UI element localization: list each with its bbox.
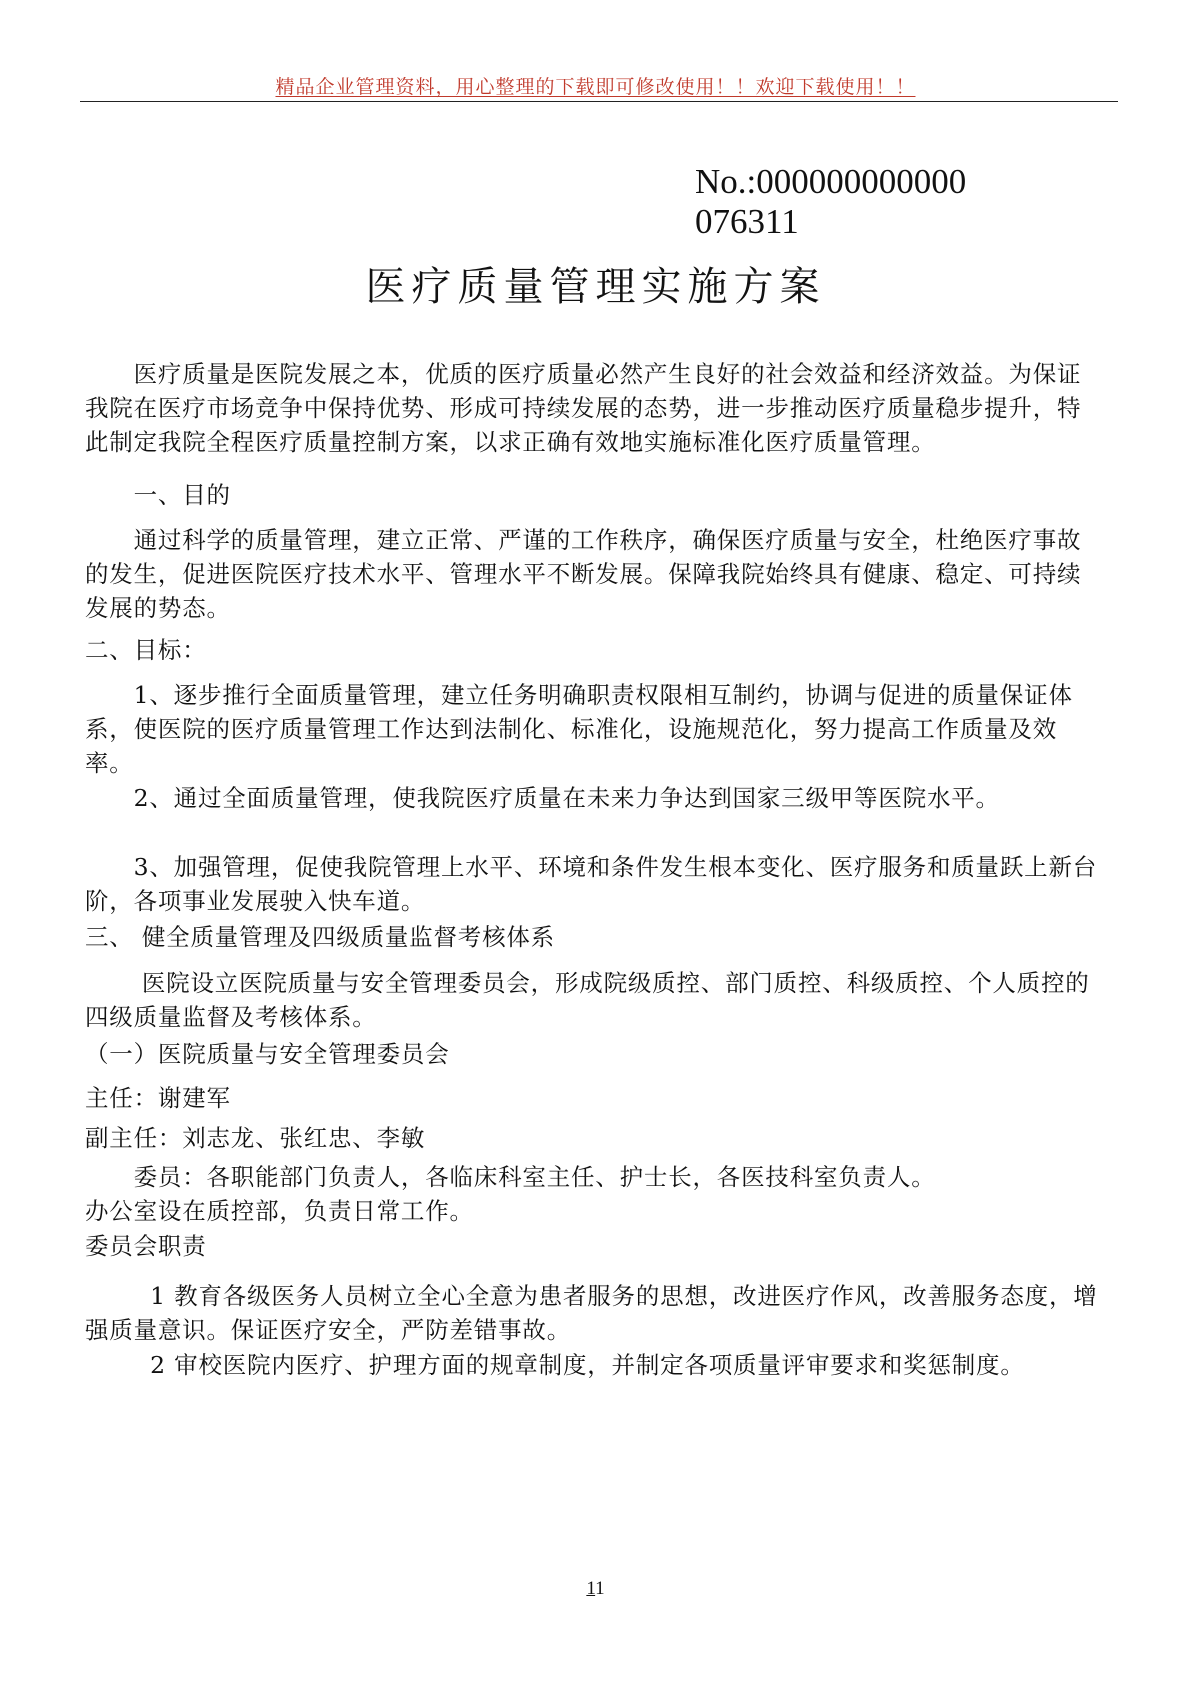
document-title: 医疗质量管理实施方案 <box>365 264 826 310</box>
section-3-paragraph: 医院设立医院质量与安全管理委员会，形成院级质控、部门质控、科级质控、个人质控的四级质量监督及考核体系。 <box>85 969 1090 1031</box>
page-number-underlined: 1 <box>586 1578 596 1599</box>
goal-2-paragraph: 2、通过全面质量管理，使我院医疗质量在未来力争达到国家三级甲等医院水平。 <box>85 784 1000 812</box>
page-number <box>0 1578 1191 1600</box>
section-2-heading: 二、目标： <box>85 636 207 664</box>
section-1-paragraph: 通过科学的质量管理，建立正常、严谨的工作秩序，确保医疗质量与安全，杜绝医疗事故的发生，促进医院医疗技术水平、管理水平不断发展。保障我院始终具有健康、稳定、可持续发展的势态。 <box>85 526 1082 622</box>
document-number-line-1: No.:000000000000 <box>695 162 967 201</box>
subsection-1-heading: （一）医院质量与安全管理委员会 <box>85 1040 450 1068</box>
committee-members: 委员：各职能部门负责人，各临床科室主任、护士长，各医技科室负责人。 <box>85 1163 936 1191</box>
duty-1-paragraph: 1 教育各级医务人员树立全心全意为患者服务的思想，改进医疗作风，改善服务态度，增强质量意识。保证医疗安全，严防差错事故。 <box>85 1282 1098 1344</box>
duties-heading: 委员会职责 <box>85 1232 207 1260</box>
header-note-text: 精品企业管理资料，用心整理的下载即可修改使用！！欢迎下载使用！！ <box>275 76 916 98</box>
committee-deputy: 副主任：刘志龙、张红忠、李敏 <box>85 1124 426 1152</box>
committee-office: 办公室设在质控部，负责日常工作。 <box>85 1197 474 1225</box>
page-number-rest: 1 <box>595 1578 605 1599</box>
intro-paragraph: 医疗质量是医院发展之本，优质的医疗质量必然产生良好的社会效益和经济效益。为保证我院在医疗市场竞争中保持优势、形成可持续发展的态势，进一步推动医疗质量稳步提升，特此制定我院全程医疗质量控制方案，以求正确有效地实施标准化医疗质量管理。 <box>85 360 1082 456</box>
document-number-line-2: 076311 <box>695 202 799 241</box>
goal-3-paragraph: 3、加强管理，促使我院管理上水平、环境和条件发生根本变化、医疗服务和质量跃上新台阶，各项事业发展驶入快车道。 <box>85 853 1098 915</box>
section-1-heading: 一、目的 <box>85 481 231 509</box>
committee-director: 主任：谢建军 <box>85 1084 231 1112</box>
document-number <box>695 162 966 242</box>
section-3-heading: 三、 健全质量管理及四级质量监督考核体系 <box>85 923 555 951</box>
goal-1-paragraph: 1、逐步推行全面质量管理，建立任务明确职责权限相互制约，协调与促进的质量保证体系，使医院的医疗质量管理工作达到法制化、标准化，设施规范化，努力提高工作质量及效率。 <box>85 681 1073 777</box>
duty-2-paragraph: 2 审校医院内医疗、护理方面的规章制度，并制定各项质量评审要求和奖惩制度。 <box>85 1351 1025 1379</box>
header-divider <box>80 101 1118 102</box>
header-note <box>0 72 1191 99</box>
